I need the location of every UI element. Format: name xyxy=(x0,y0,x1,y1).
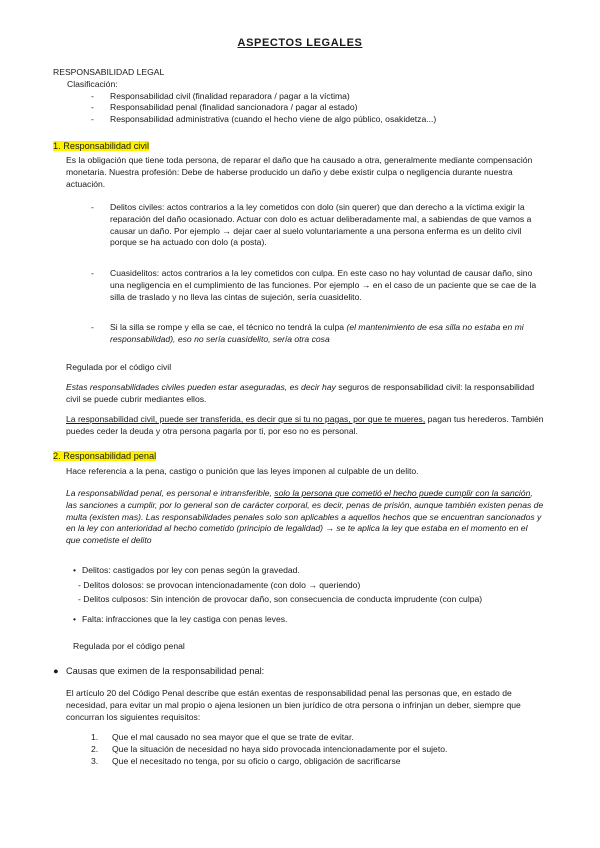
list-item xyxy=(91,102,553,114)
causas-list xyxy=(91,732,546,767)
delitos-text: Delitos: castigados por ley con penas según la gravedad. xyxy=(82,565,300,575)
list-number: 3. xyxy=(91,755,99,766)
civil-heading xyxy=(53,141,149,153)
list-item xyxy=(91,114,553,126)
dash-marker: - xyxy=(91,322,94,332)
dash-marker: - xyxy=(91,90,94,101)
list-item xyxy=(91,91,553,103)
list-item xyxy=(91,732,546,744)
bullet-marker: • xyxy=(73,614,77,624)
causas-heading xyxy=(53,666,543,678)
penal-intro: Hace referencia a la pena, castigo o punición que las leyes imponen al culpable de un delito. xyxy=(66,466,419,476)
transferida-underlined: La responsabilidad civil, puede ser transferida, es decir que si tu no pagas, por que te mueres, xyxy=(66,414,426,424)
penal-italic-a: La responsabilidad penal, es personal e intransferible, xyxy=(66,488,275,498)
list-item-text: Que el mal causado no sea mayor que el que se trate de evitar. xyxy=(112,732,354,742)
penal-italic-paragraph xyxy=(66,488,544,547)
clasificacion-label: Clasificación: xyxy=(67,78,118,89)
dash-marker: - xyxy=(91,268,94,278)
list-item xyxy=(91,756,546,768)
list-item-text: Responsabilidad administrativa (cuando el hecho viene de algo público, osakidetza...) xyxy=(110,114,437,125)
list-number: 2. xyxy=(91,743,99,754)
aseguradas-italic: Estas responsabilidades civiles pueden estar aseguradas, es decir hay xyxy=(66,382,336,392)
penal-italic-b: , las sanciones a cumplir, por lo general son de carácter corporal, es decir, penas de prisión, aunque también existen penas de multa (existen mas). Las responsabilidades penales solo son aplicables a aquellos hechos que se encuentran sancionados y en la ley con anterioridad al hecho cometido (principio de legalidad) → se te aplica la ley que estaba en el momento en el que cometiste el delito xyxy=(66,488,544,546)
delitos-culposos: - Delitos culposos: Sin intención de provocar daño, son consecuencia de conducta imprudente (con culpa) xyxy=(78,594,483,604)
penal-regulada: Regulada por el código penal xyxy=(73,641,185,651)
silla-italic: (el mantenimiento de esa silla no estaba en mi responsabilidad), eso no sería cuasidelito, sería otra cosa xyxy=(110,322,524,344)
list-item-text: Que el necesitado no tenga, por su oficio o cargo, obligación de sacrificarse xyxy=(112,755,401,766)
dash-marker: - xyxy=(91,114,94,125)
list-item xyxy=(91,202,546,249)
aseguradas-plain: seguros de responsabilidad civil: la responsabilidad civil se puede cubrir mediantes ellos. xyxy=(66,382,535,404)
list-item-text: Que la situación de necesidad no haya sido provocada intencionadamente por el sujeto. xyxy=(112,743,448,754)
list-number: 1. xyxy=(91,732,99,742)
responsabilidad-legal-heading: RESPONSABILIDAD LEGAL xyxy=(53,67,165,77)
list-item xyxy=(91,268,546,303)
dash-marker: - xyxy=(91,202,94,212)
list-item-text: Responsabilidad penal (finalidad sancionadora / pagar al estado) xyxy=(110,102,358,113)
penal-heading xyxy=(53,451,156,463)
transferida-plain: pagan tus herederos. También puedes ceder la deuda y otra persona pagarla por ti, por eso no es personal. xyxy=(66,414,544,436)
falta-text: Falta: infracciones que la ley castiga con penas leves. xyxy=(82,614,288,624)
civil-regulada: Regulada por el código civil xyxy=(66,362,172,372)
document-title: ASPECTOS LEGALES xyxy=(237,37,363,49)
civil-intro: Es la obligación que tiene toda persona, de reparar el daño que ha causado a otra, generalmente mediante compensación monetaria. Nuestra profesión: Debe de haberse producido un daño y debe existir culpa o negligencia durante nuestra actuación. xyxy=(66,155,533,189)
list-item xyxy=(91,744,546,756)
silla-text xyxy=(110,322,546,346)
penal-heading-text: 2. Responsabilidad penal xyxy=(53,451,157,461)
delitos-dolosos: - Delitos dolosos: se provocan intencionadamente (con dolo → queriendo) xyxy=(78,580,361,590)
dash-marker: - xyxy=(91,102,94,113)
list-item-text: Responsabilidad civil (finalidad reparadora / pagar a la víctima) xyxy=(110,90,350,101)
silla-plain: Si la silla se rompe y ella se cae, el técnico no tendrá la culpa xyxy=(110,322,347,332)
penal-italic-underlined: solo la persona que cometió el hecho puede cumplir con la sanción xyxy=(274,488,531,498)
cuasidelitos-text: Cuasidelitos: actos contrarios a la ley cometidos con culpa. En este caso no hay voluntad de causar daño, sino una negligencia en el cumplimiento de las funciones. Por ejemplo → en el caso de un paciente que se cae de la silla de traslado y no lleva las cintas de sujeción, sería cuasidelito. xyxy=(110,268,537,302)
bullet-marker: • xyxy=(73,565,77,575)
civil-heading-text: 1. Responsabilidad civil xyxy=(53,141,150,151)
civil-transferida xyxy=(66,414,544,438)
causas-heading-text: Causas que eximen de la responsabilidad penal: xyxy=(66,666,265,676)
list-item xyxy=(73,614,543,626)
causas-intro: El artículo 20 del Código Penal describe que están exentas de responsabilidad penal las personas que, en estado de necesidad, para evitar un mal propio o ajena lesionen un bien jurídico de otra persona o infrinjan un deber, siempre que concurran los siguientes requisitos: xyxy=(66,688,521,722)
bullet-marker: ● xyxy=(53,666,59,676)
list-item xyxy=(91,322,546,346)
delitos-civiles-text: Delitos civiles: actos contrarios a la ley cometidos con dolo (sin querer) que dan derecho a la víctima exigir la reparación del daño ocasionado. Actuar con dolo es actuar deliberadamente mal, a sabiendas de que vamos a causar un daño. Por ejemplo → dejar caer al suelo voluntariamente a una persona enferma es un delito civil porque se ha actuado con dolo (a posta). xyxy=(110,202,532,248)
list-item xyxy=(73,565,543,577)
civil-aseguradas xyxy=(66,382,544,406)
responsabilidad-legal-section xyxy=(53,67,553,126)
